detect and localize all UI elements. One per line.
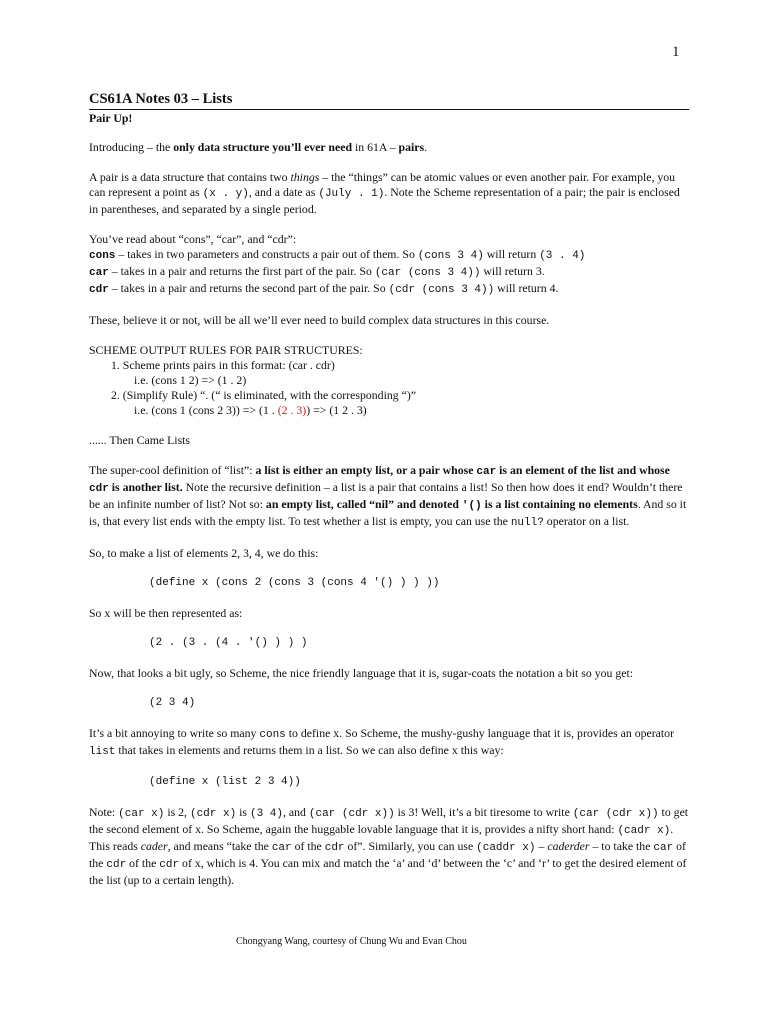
list-definition-paragraph: The super-cool definition of “list”: a list is either an empty list, or a pair whose car is an element of the list and whose cdr is another list. Note the recursive definition – a list is a pair that contains a list! So then how does it end? Wouldn’t there be an infinite number of list? Not so: an empty list, called “nil” and denoted '() is a list containing no elements. And so it is, that every list ends with the empty list. To test whether a list is empty, you can use the null? operator on a list. [89, 463, 687, 529]
rules-heading: SCHEME OUTPUT RULES FOR PAIR STRUCTURES: [89, 343, 363, 357]
footer-credit: Chongyang Wang, courtesy of Chung Wu and Evan Chou [236, 936, 467, 947]
rule-2-example: i.e. (cons 1 (cons 2 3)) => (1 . (2 . 3)) => (1 2 . 3) [134, 403, 367, 417]
read-about-line: You’ve read about “cons”, “car”, and “cdr”: [89, 232, 297, 246]
code-define-list: (define x (list 2 3 4)) [149, 776, 301, 788]
output-rules-block [89, 343, 689, 418]
section-heading-pair-up: Pair Up! [89, 111, 133, 125]
rule-2: 2. (Simplify Rule) “. (“ is eliminated, with the corresponding “)” [111, 388, 417, 402]
section-heading-lists: ...... Then Came Lists [89, 433, 191, 447]
rule-1: 1. Scheme prints pairs in this format: (car . cdr) [111, 358, 335, 372]
intro-paragraph: Introducing – the only data structure you’ll ever need in 61A – pairs. [89, 140, 428, 154]
rule-1-example: i.e. (cons 1 2) => (1 . 2) [134, 373, 247, 387]
make-list-paragraph: So, to make a list of elements 2, 3, 4, we do this: [89, 546, 319, 560]
sugar-paragraph: Now, that looks a bit ugly, so Scheme, the nice friendly language that it is, sugar-coats the notation a bit so you get: [89, 666, 634, 680]
cdr-line: cdr – takes in a pair and returns the second part of the pair. So (cdr (cons 3 4)) will return 4. [89, 281, 559, 296]
code-sugar: (2 3 4) [149, 697, 196, 709]
list-operator-paragraph: It’s a bit annoying to write so many cons to define x. So Scheme, the mushy-gushy language that it is, provides an operator list that takes in elements and returns them in a list. So we can also define x this way: [89, 726, 675, 758]
believe-paragraph: These, believe it or not, will be all we’ll ever need to build complex data structures in this course. [89, 313, 550, 327]
pair-definition-paragraph: A pair is a data structure that contains two things – the “things” can be atomic values or even another pair. For example, you can represent a point as (x . y), and a date as (July . 1). Note the Scheme representation of a pair; the pair is enclosed in parentheses, and separated by a single period. [89, 170, 680, 216]
primitives-block [89, 232, 689, 298]
representation-paragraph: So x will be then represented as: [89, 606, 243, 620]
page-number: 1 [672, 44, 680, 60]
note-paragraph: Note: (car x) is 2, (cdr x) is (3 4), and (car (cdr x)) is 3! Well, it’s a bit tiresome to write (car (cdr x)) to get the second element of x. So Scheme, again the huggable lovable language that it is, provides a nifty short hand: (cadr x). This reads cader, and means “take the car of the cdr of”. Similarly, you can use (caddr x) – caderder – to take the car of the cdr of the cdr of x, which is 4. You can mix and match the ‘a’ and ‘d’ between the ‘c’ and ‘r’ to get the desired element of the list (up to a certain length). [89, 805, 689, 887]
page-title: CS61A Notes 03 – Lists [89, 90, 689, 110]
cons-line: cons – takes in two parameters and constructs a pair out of them. So (cons 3 4) will return (3 . 4) [89, 247, 586, 262]
document-body [89, 90, 689, 903]
car-line: car – takes in a pair and returns the first part of the pair. So (car (cons 3 4)) will return 3. [89, 264, 545, 279]
code-representation: (2 . (3 . (4 . '() ) ) ) [149, 637, 308, 649]
code-define-cons: (define x (cons 2 (cons 3 (cons 4 '() ) ) )) [149, 577, 440, 589]
highlighted-pair: (2 . 3) [277, 403, 307, 417]
